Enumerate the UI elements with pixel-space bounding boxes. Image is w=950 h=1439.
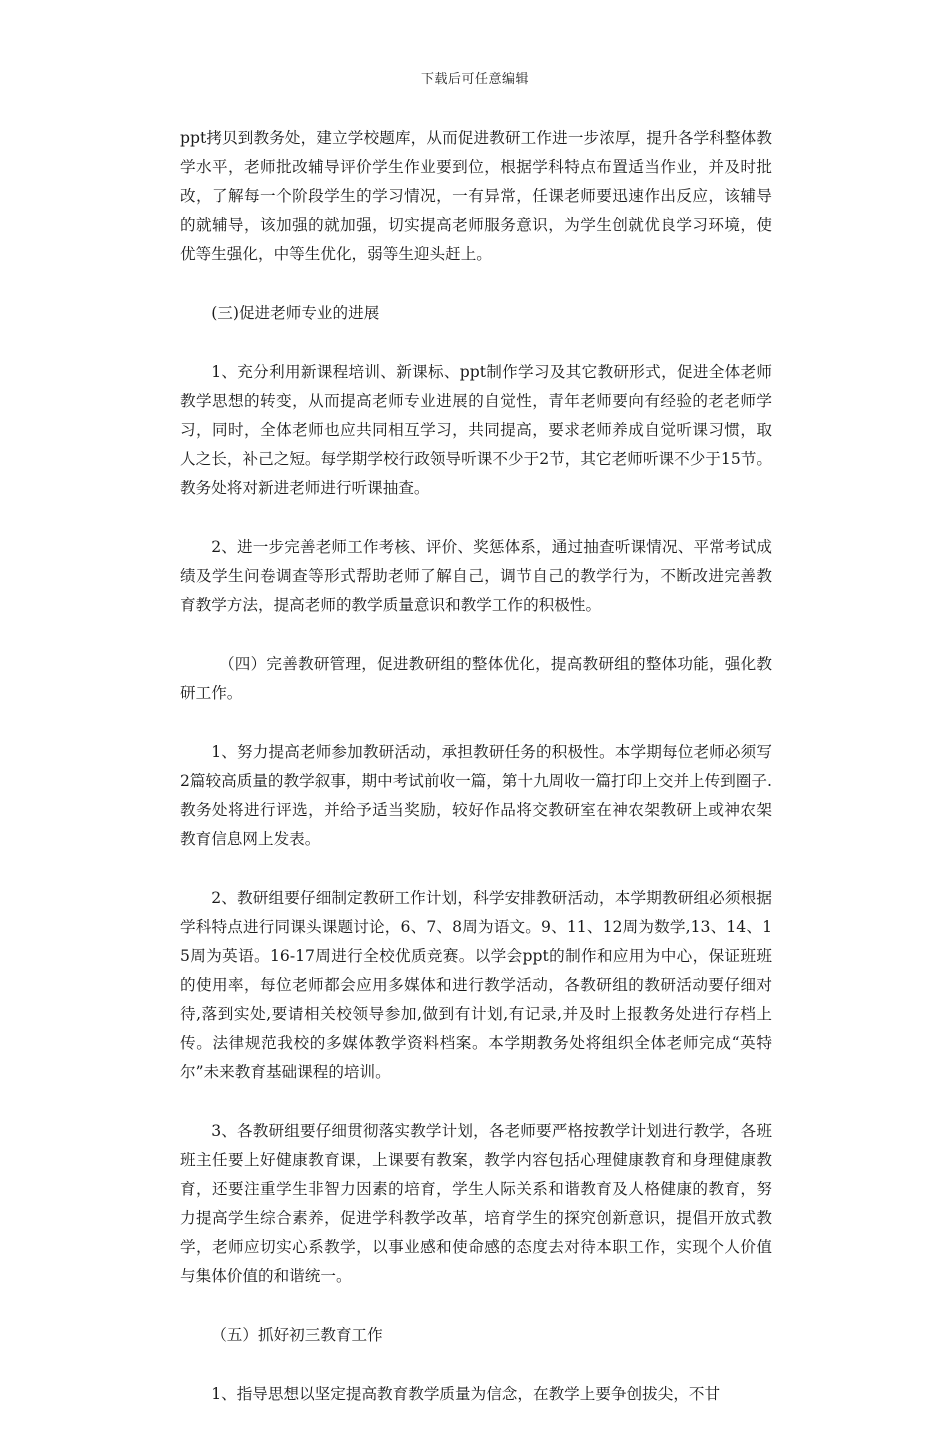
paragraph-3-2: 2、进一步完善老师工作考核、评价、奖惩体系，通过抽查听课情况、平常考试成绩及学生问卷调查等形式帮助老师了解自己，调节自己的教学行为，不断改进完善教育教学方法，提高老师的教学质量意识和教学工作的积极性。 bbox=[180, 538, 772, 614]
section-heading-3: (三)促进老师专业的进展 bbox=[211, 304, 380, 322]
paragraph-4-2: 2、教研组要仔细制定教研工作计划，科学安排教研活动，本学期教研组必须根据学科特点进行同课头课题讨论，6、7、8周为语文。9、11、12周为数学,13、14、15周为英语。16-17周进行全校优质竞赛。以学会ppt的制作和应用为中心，保证班班的使用率，每位老师都会应用多媒体和进行教学活动，各教研组的教研活动要仔细对待,落到实处,要请相关校领导参加,做到有计划,有记录,并及时上报教务处进行存档上传。法律规范我校的多媒体教学资料档案。本学期教务处将组织全体老师完成“英特尔”未来教育基础课程的培训。 bbox=[180, 889, 772, 1081]
paragraph-5-1: 1、指导思想以坚定提高教育教学质量为信念，在教学上要争创拔尖，不甘 bbox=[211, 1385, 721, 1403]
section-heading-5: （五）抓好初三教育工作 bbox=[211, 1326, 383, 1344]
page-header: 下载后可任意编辑 bbox=[420, 72, 529, 87]
paragraph-continuation: ppt拷贝到教务处，建立学校题库，从而促进教研工作进一步浓厚，提升各学科整体教学水平，老师批改辅导评价学生作业要到位，根据学科特点布置适当作业，并及时批改，了解每一个阶段学生的学习情况，一有异常，任课老师要迅速作出反应，该辅导的就辅导，该加强的就加强，切实提高老师服务意识，为学生创就优良学习环境，使优等生强化，中等生优化，弱等生迎头赶上。 bbox=[180, 129, 772, 263]
paragraph-3-1: 1、充分利用新课程培训、新课标、ppt制作学习及其它教研形式，促进全体老师教学思想的转变，从而提高老师专业进展的自觉性，青年老师要向有经验的老老师学习，同时，全体老师也应共同相互学习，共同提高，要求老师养成自觉听课习惯，取人之长，补己之短。每学期学校行政领导听课不少于2节，其它老师听课不少于15节。教务处将对新进老师进行听课抽查。 bbox=[180, 363, 772, 497]
paragraph-4-1: 1、努力提高老师参加教研活动，承担教研任务的积极性。本学期每位老师必须写2篇较高质量的教学叙事，期中考试前收一篇，第十九周收一篇打印上交并上传到圈子.教务处将进行评选，并给予适当奖励，较好作品将交教研室在神农架教研上或神农架教育信息网上发表。 bbox=[180, 743, 772, 848]
paragraph-4-3: 3、各教研组要仔细贯彻落实教学计划，各老师要严格按教学计划进行教学，各班班主任要上好健康教育课，上课要有教案，教学内容包括心理健康教育和身理健康教育，还要注重学生非智力因素的培育，学生人际关系和谐教育及人格健康的教育，努力提高学生综合素养，促进学科教学改革，培育学生的探究创新意识，提倡开放式教学，老师应切实心系教学，以事业感和使命感的态度去对待本职工作，实现个人价值与集体价值的和谐统一。 bbox=[180, 1122, 772, 1285]
document-body bbox=[180, 124, 772, 1439]
section-heading-4: （四）完善教研管理，促进教研组的整体优化，提高教研组的整体功能，强化教研工作。 bbox=[180, 655, 772, 702]
